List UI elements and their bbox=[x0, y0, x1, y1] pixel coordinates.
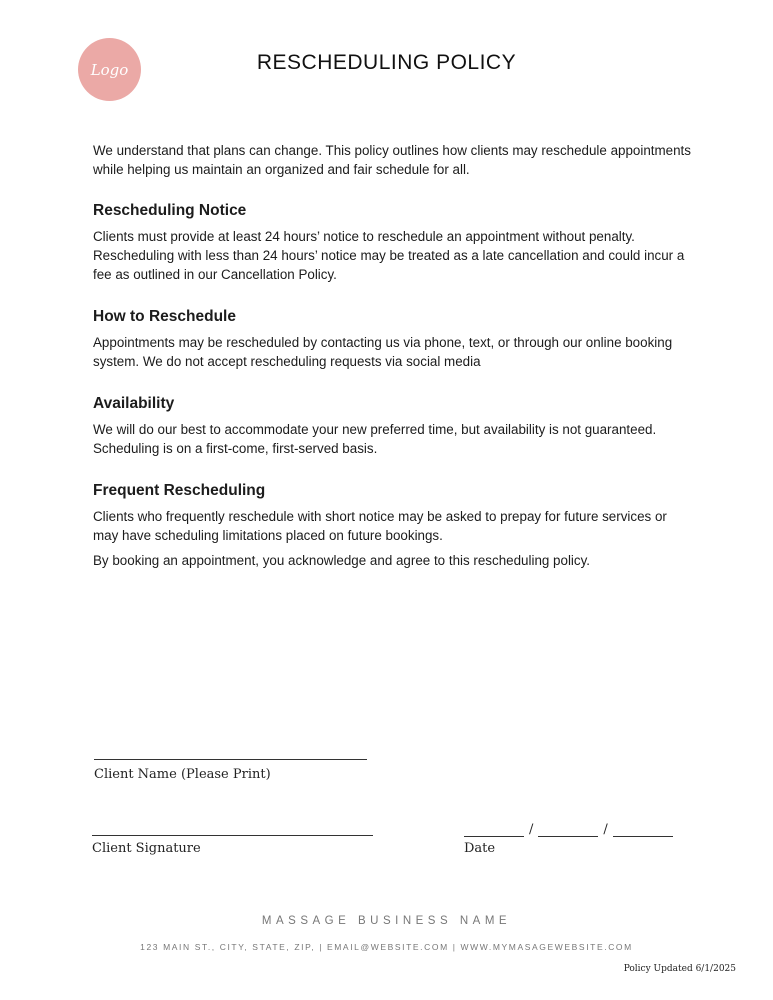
section-heading: How to Reschedule bbox=[93, 308, 236, 325]
section-body: Appointments may be rescheduled by contacting us via phone, text, or through our online booking system. We do not accept rescheduling requests via social media bbox=[93, 335, 673, 369]
acknowledgement-text: By booking an appointment, you acknowledge and agree to this rescheduling policy. bbox=[93, 553, 591, 568]
client-signature-line[interactable] bbox=[92, 835, 373, 836]
client-name-line[interactable] bbox=[94, 759, 367, 760]
section-how-to-reschedule bbox=[93, 307, 693, 371]
business-address: 123 MAIN ST., CITY, STATE, ZIP, | EMAIL@WEBSITE.COM | WWW.MYMASAGEWEBSITE.COM bbox=[140, 942, 633, 952]
section-heading: Frequent Rescheduling bbox=[93, 482, 266, 499]
client-name-label: Client Name (Please Print) bbox=[94, 767, 271, 782]
intro-paragraph: We understand that plans can change. This policy outlines how clients may reschedule appointments while helping us maintain an organized and fair schedule for all. bbox=[93, 143, 691, 177]
section-rescheduling-notice bbox=[93, 201, 693, 284]
section-frequent-rescheduling bbox=[93, 481, 693, 545]
section-heading: Rescheduling Notice bbox=[93, 202, 247, 219]
logo-text: Logo bbox=[90, 60, 129, 79]
section-availability bbox=[93, 394, 693, 458]
date-day-blank[interactable] bbox=[538, 824, 598, 837]
page-title: RESCHEDULING POLICY bbox=[256, 51, 517, 74]
client-signature-label: Client Signature bbox=[92, 841, 201, 856]
date-month-blank[interactable] bbox=[464, 824, 524, 837]
date-field[interactable] bbox=[464, 823, 673, 837]
date-separator: / bbox=[603, 822, 608, 837]
section-body: Clients who frequently reschedule with short notice may be asked to prepay for future services or may have scheduling limitations placed on future bookings. bbox=[93, 509, 667, 543]
policy-content bbox=[93, 141, 693, 570]
section-heading: Availability bbox=[93, 395, 175, 412]
section-body: We will do our best to accommodate your new preferred time, but availability is not guaranteed. Scheduling is on a first-come, first-served basis. bbox=[93, 422, 657, 456]
date-separator: / bbox=[529, 822, 534, 837]
date-year-blank[interactable] bbox=[613, 824, 673, 837]
section-body: Clients must provide at least 24 hours’ notice to reschedule an appointment without penalty. Rescheduling with less than 24 hours’ notice may be treated as a late cancellation and could incur a fee as outlined in our Cancellation Policy. bbox=[93, 229, 685, 282]
date-label: Date bbox=[464, 841, 496, 856]
policy-updated-date: Policy Updated 6/1/2025 bbox=[623, 964, 736, 974]
business-name: MASSAGE BUSINESS NAME bbox=[261, 915, 512, 927]
